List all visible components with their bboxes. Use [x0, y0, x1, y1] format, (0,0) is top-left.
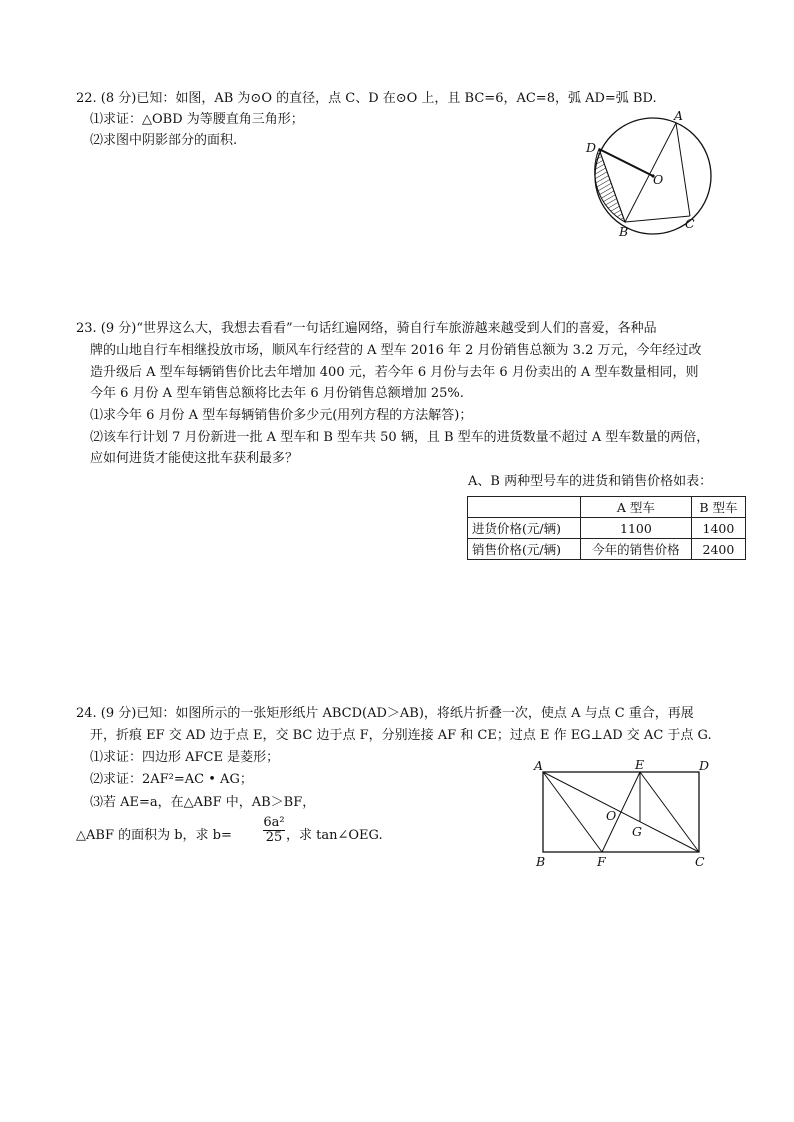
q23-part2: ⑵该车行计划 7 月份新进一批 A 型车和 B 型车共 50 辆，且 B 型车的进货数量不超过 A 型车数量的两倍， [90, 430, 710, 445]
label-o: O [606, 808, 617, 823]
q24-part3-question: ，求 tan∠OEG. [286, 828, 383, 843]
q24-part3-area: △ABF 的面积为 b，求 b= [76, 828, 232, 843]
q23-part2-cont: 应如何进货才能使这批车获利最多？ [90, 451, 299, 466]
diameter-ab [625, 123, 676, 222]
q24-line2: 开，折痕 EF 交 AD 边于点 E，交 BC 边于点 F，分别连接 AF 和 CE；过点 E 作 EG⊥AD 交 AC 于点 G. [90, 728, 712, 743]
fraction-denominator: 25 [265, 830, 283, 845]
label-c: C [695, 854, 705, 869]
table-row [468, 539, 746, 560]
table-row [468, 518, 746, 539]
q23-line2: 牌的山地自行车相继投放市场，顺风车行经营的 A 型车 2016 年 2 月份销售总额为 3.2 万元，今年经过改 [90, 343, 702, 358]
segment-bc [625, 216, 690, 222]
segment-af [543, 772, 602, 852]
label-b: B [536, 854, 546, 869]
q24-part3: ⑶若 AE=a，在△ABF 中，AB＞BF， [90, 795, 316, 810]
price-table [467, 496, 746, 560]
q23-line4: 今年 6 月份 A 型车销售总额将比去年 6 月份销售总额增加 25%. [90, 386, 464, 401]
label-d: D [699, 758, 710, 773]
label-c: C [685, 216, 695, 231]
q24-part1: ⑴求证：四边形 AFCE 是菱形； [90, 750, 280, 765]
q24-line1: 24. (9 分)已知：如图所示的一张矩形纸片 ABCD(AD＞AB)，将纸片折叠一次，使点 A 与点 C 重合，再展 [76, 706, 694, 721]
table-cell: 1100 [581, 518, 692, 539]
q22-part2: ⑵求图中阴影部分的面积. [90, 133, 238, 148]
q22-circle-figure [580, 104, 720, 244]
table-cell: 进货价格(元/辆) [468, 518, 581, 539]
table-cell: 销售价格(元/辆) [468, 539, 581, 560]
label-g: G [632, 824, 642, 839]
label-o: O [653, 172, 664, 187]
label-a: A [674, 108, 684, 123]
q24-part2: ⑵求证：2AF²=AC • AG； [90, 772, 253, 787]
label-a: A [534, 758, 544, 773]
table-header-cell: A 型车 [581, 497, 692, 518]
table-header-row [468, 497, 746, 518]
q22-part1: ⑴求证：△OBD 为等腰直角三角形； [90, 112, 304, 127]
q22-stem: 22. (8 分)已知：如图，AB 为⊙O 的直径，点 C、D 在⊙O 上，且 BC=6，AC=8，弧 AD=弧 BD. [76, 91, 657, 106]
table-header-cell [468, 497, 581, 518]
label-b: B [619, 224, 629, 239]
label-f: F [597, 854, 606, 869]
table-caption: A、B 两种型号车的进货和销售价格如表： [468, 474, 713, 489]
table-cell: 2400 [691, 539, 745, 560]
segment-ce [640, 772, 699, 852]
q24-rectangle-figure [530, 756, 720, 872]
label-e: E [635, 757, 645, 772]
q23-line3: 造升级后 A 型车每辆销售价比去年增加 400 元，若今年 6 月份与去年 6 月份卖出的 A 型车数量相同，则 [90, 365, 699, 380]
table-cell: 今年的销售价格 [581, 539, 692, 560]
table-cell: 1400 [691, 518, 745, 539]
fraction-numerator: 6a² [263, 815, 285, 830]
q23-part1: ⑴求今年 6 月份 A 型车每辆销售价多少元(用列方程的方法解答)； [90, 408, 473, 423]
q23-line1: 23. (9 分)“世界这么大，我想去看看”一句话红遍网络，骑自行车旅游越来越受到人们的喜爱，各种品 [76, 321, 657, 336]
label-d: D [586, 140, 597, 155]
table-header-cell: B 型车 [691, 497, 745, 518]
segment-ac [676, 123, 690, 216]
fraction-6a2-over-25 [263, 816, 285, 845]
